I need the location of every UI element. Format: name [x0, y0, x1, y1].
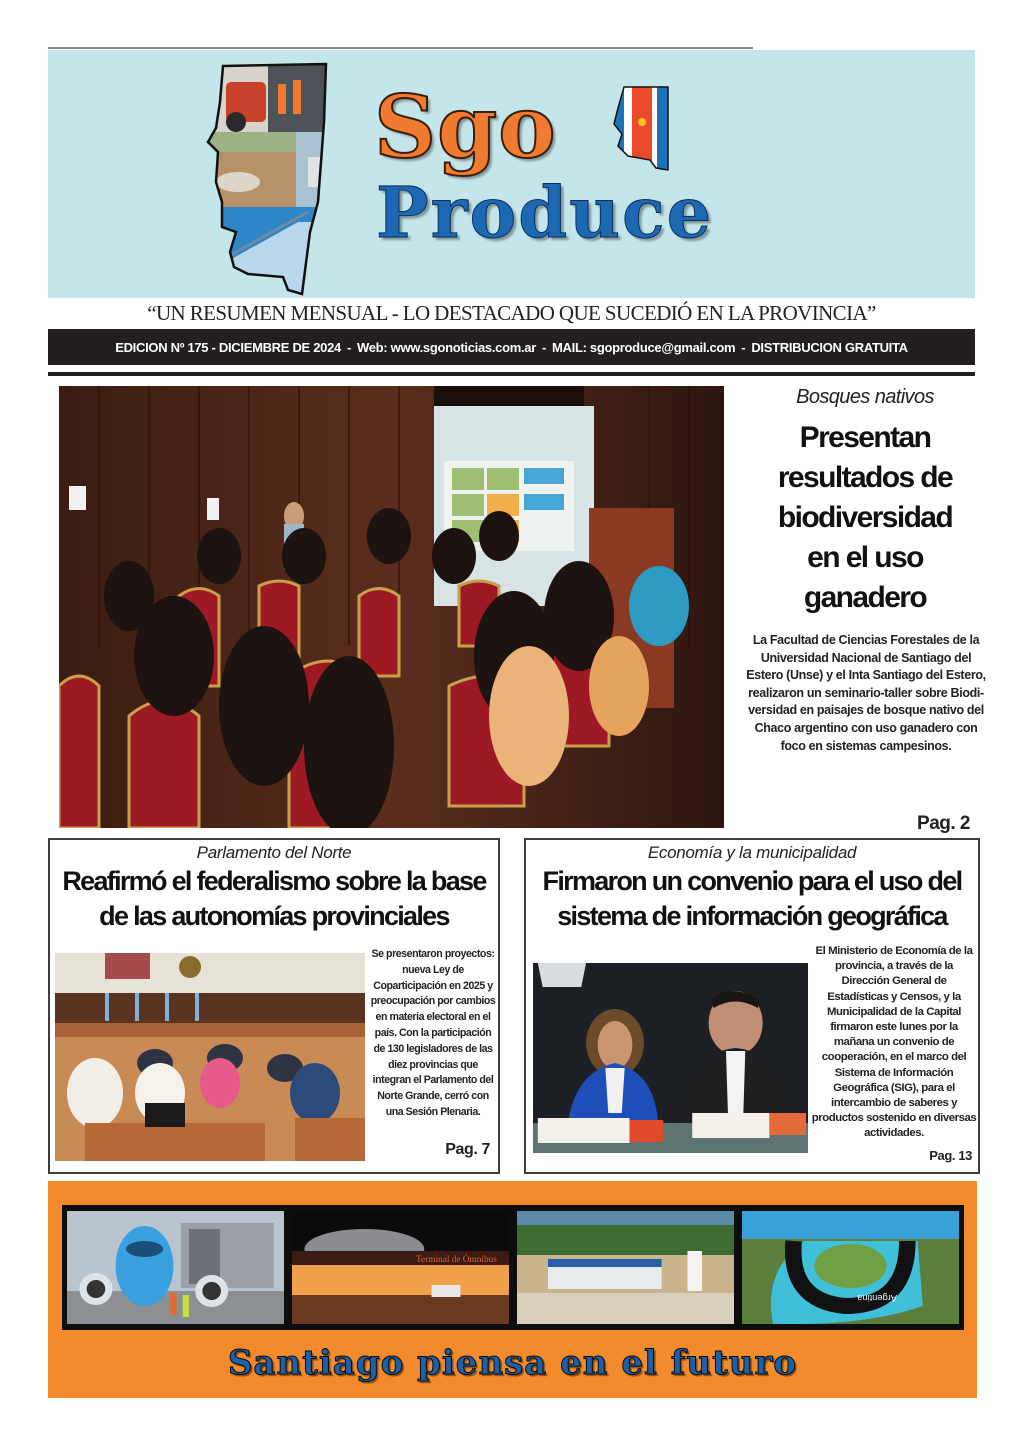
seminar-audience-photo[interactable]: [59, 386, 724, 828]
banner-photo-strip: [62, 1205, 964, 1330]
agreement-signing-photo[interactable]: [533, 963, 808, 1153]
separator: -: [741, 339, 746, 355]
legislative-photo-illustration: [55, 953, 365, 1161]
lead-kicker: Bosques nativos: [796, 386, 934, 408]
headline-line: Presentan: [799, 421, 931, 454]
section-divider: [48, 372, 975, 376]
story-page-ref[interactable]: Pag. 7: [445, 1141, 490, 1158]
airport-illustration: [517, 1211, 734, 1324]
province-collage-map-icon: [178, 62, 378, 297]
separator: -: [541, 339, 547, 355]
story-headline[interactable]: [526, 864, 978, 934]
headline-line: ganadero: [803, 581, 927, 614]
lead-page-ref[interactable]: Pag. 2: [917, 813, 970, 834]
racetrack-aerial-photo: [742, 1211, 959, 1324]
edition-info: EDICION Nº 175 - DICIEMBRE DE 2024: [115, 339, 341, 355]
bus-terminal-night-photo: [292, 1211, 509, 1324]
headline-line: resultados de: [777, 461, 953, 494]
story-kicker: Parlamento del Norte: [196, 843, 352, 862]
story-box-convenio: [524, 838, 980, 1174]
email-link[interactable]: MAIL: sgoproduce@gmail.com: [552, 339, 736, 355]
headline-line: biodiversidad: [777, 501, 953, 534]
headline-line: sistema de información geográfica: [557, 901, 947, 931]
top-rule: [48, 47, 753, 49]
futuro-banner[interactable]: [48, 1181, 977, 1398]
story-body: Se presentaron proyectos: nueva Ley de Coparticipación en 2025 y preocupación por cambios en materia electoral en el país. Con la participación de 130 legisladores de las diez provincias que integran el Parlamento del Norte Grande, cerró con una Sesión Plenaria.: [370, 948, 496, 1118]
banner-slogan: Santiago piensa en el futuro: [227, 1343, 798, 1383]
lead-body: La Facultad de Ciencias Forestales de la Universidad Nacional de Santiago del Estero (Unse) y el Inta Santiago del Estero, realizaron un seminario-taller sobre Biodi-versidad en paisajes de bosque nativo del Chaco argentino con uso ganadero con foco en sistemas campesinos.: [746, 633, 986, 753]
logo-produce: Produce: [376, 171, 714, 254]
lead-headline[interactable]: [735, 418, 995, 618]
headline-line: en el uso: [807, 541, 923, 574]
racetrack-illustration: [742, 1211, 959, 1324]
masthead: [48, 50, 975, 298]
seminar-photo-illustration: [59, 386, 724, 828]
legislative-session-photo[interactable]: [55, 953, 365, 1161]
story-box-parlamento: [48, 838, 500, 1174]
signing-photo-illustration: [533, 963, 808, 1153]
story-body: El Ministerio de Economía de la provincia, a través de la Dirección General de Estadísticas y Censos, y la Municipalidad de la Capital firmaron este lunes por la mañana un convenio de cooperación, en el marco del Sistema de Información Geográfica (SIG), para el intercambio de saberes y productos sostenido en diversas actividades.: [811, 945, 977, 1140]
separator: -: [346, 339, 351, 355]
story-headline[interactable]: [50, 864, 498, 934]
edition-bar: [48, 329, 975, 365]
story-kicker: Economía y la municipalidad: [647, 843, 857, 862]
headline-line: de las autonomías provinciales: [99, 901, 449, 931]
terminal-illustration: [292, 1211, 509, 1324]
logo-sgo: Sgo: [374, 77, 557, 178]
headline-line: Firmaron un convenio para el uso del: [542, 866, 962, 896]
airplane-jet-bridge-photo: [67, 1211, 284, 1324]
airplane-illustration: [67, 1211, 284, 1324]
story-page-ref[interactable]: Pag. 13: [929, 1148, 972, 1163]
headline-line: Reafirmó el federalismo sobre la base: [62, 866, 486, 896]
website-link[interactable]: Web: www.sgonoticias.com.ar: [356, 339, 536, 355]
terminal-sign-text: Terminal de Ómnibus: [416, 1254, 497, 1264]
santiago-flag-map-icon: [610, 84, 672, 172]
airport-aerial-photo: [517, 1211, 734, 1324]
distribution-note: DISTRIBUCION GRATUITA: [751, 339, 908, 355]
track-text: Argentina: [857, 1293, 897, 1303]
tagline: “UN RESUMEN MENSUAL - LO DESTACADO QUE SUCEDIÓ EN LA PROVINCIA”: [147, 301, 876, 325]
